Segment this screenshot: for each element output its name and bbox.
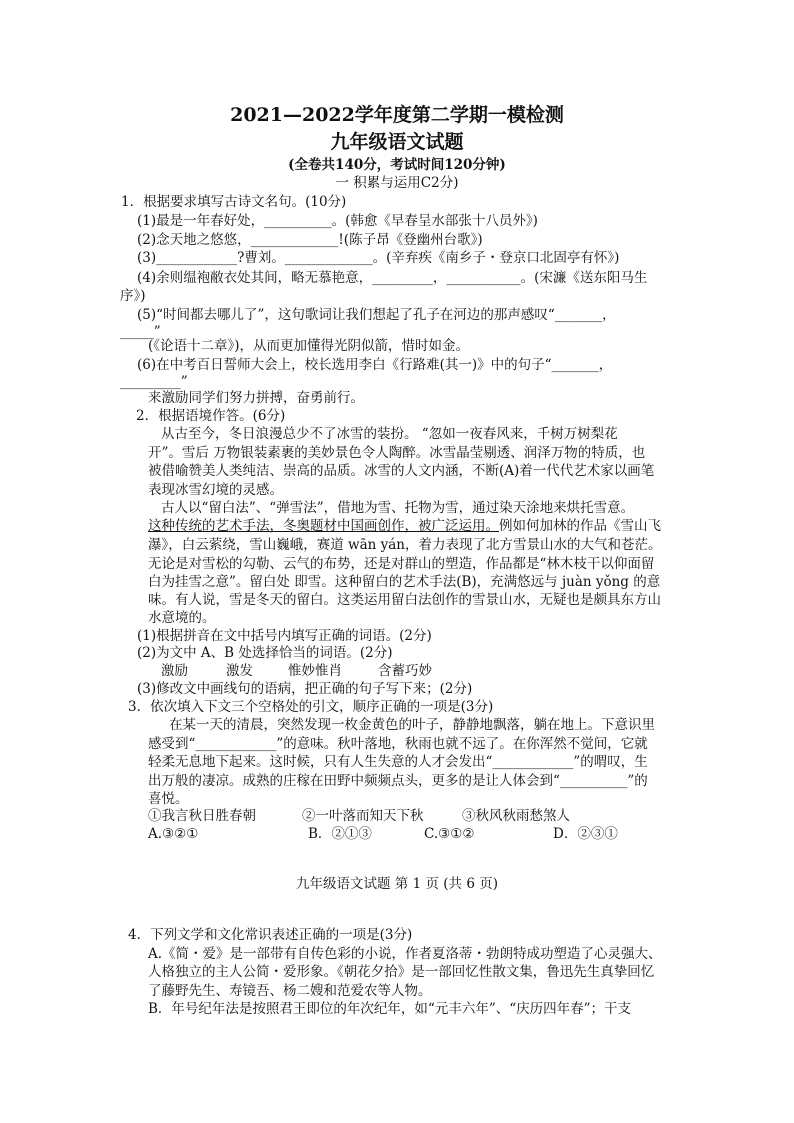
q2-option-4: 含蓄巧妙 (378, 663, 432, 679)
q3-para-line1: 在某一天的清晨，突然发现一枚金黄色的叶子，静静地飘落，躺在地上。下意识里 (169, 717, 655, 733)
exam-subtitle: 九年级语文试题 (330, 131, 464, 153)
q4-stem: 4．下列文学和文化常识表述正确的一项是(3分) (128, 927, 413, 943)
q2-para1-line4: 表现冰雪幻境的灵感。 (148, 482, 283, 498)
q2-option-2: 激发 (226, 663, 253, 679)
q3-item-1: ①我言秋日胜春朝 (148, 808, 256, 824)
q3-para-line4: 出万般的凄凉。成熟的庄稼在田野中频频点头，更多的是让人体会到“__________”的 (148, 773, 648, 789)
q3-item-3: ③秋风秋雨愁煞人 (462, 808, 570, 824)
exam-note: (全卷共140分，考试时间120分钟) (288, 157, 506, 173)
q2-option-3: 惟妙惟肖 (288, 663, 342, 679)
q2-para2-line6: 味。有人说，雪是冬天的留白。这类运用留白法创作的雪景山水，无疑也是颇具东方山 (148, 592, 661, 608)
q1-stem: 1．根据要求填写古诗文名句。(10分) (121, 194, 347, 210)
q1-line-4a: (4)余则缊袍敝衣处其间，略无慕艳意，_________，___________。(宋濂《送东阳马生 (137, 270, 648, 286)
q2-para2-line4: 无论是对雪松的勾勒、云气的布势，还是对群山的塑造，作品都是“林木枝干以仰面留 (148, 556, 655, 572)
q2-stem: 2．根据语境作答。(6分) (136, 408, 286, 424)
q1-line-1: (1)最是一年春好处，__________。(韩愈《早春呈水部张十八员外》) (137, 213, 538, 229)
q2-para2-line5: 白为挂雪之意”。留白处 即雪。这种留白的艺术手法(B)，充满悠远与 juàn yǒng 的意 (148, 574, 661, 590)
q3-para-line2: 感受到“____________”的意味。秋叶落地，秋雨也就不远了。在你浑然不觉间，它就 (148, 736, 648, 752)
q2-para2-line7: 水意境的。 (148, 610, 216, 626)
q1-line-5b: _____” (120, 324, 161, 340)
q4-option-a-line2: 人格独立的主人公简・爱形象。《朝花夕拾》是一部回忆性散文集，鲁迅先生真挚回忆 (148, 964, 655, 980)
q2-para2-line3: 瀑》，白云萦绕，雪山巍峨，赛道 wān yán，着力表现了北方雪景山水的大气和苍茫。 (148, 537, 662, 553)
q1-line-3: (3)____________?曹刘。_____________。(辛弃疾《南乡子・登京口北固亭有怀》) (137, 250, 620, 266)
q3-choice-c: C.③①② (424, 826, 475, 842)
q3-choice-d: D．②③① (553, 826, 618, 842)
q3-para-line3: 轻柔无息地下起来。这时候，只有人生失意的人才会发出“____________”的喟叹，生 (148, 754, 648, 770)
q2-sub-3: (3)修改文中画线句的语病，把正确的句子写下来；(2分) (137, 681, 473, 697)
q1-line-6c: 来激励同学们努力拼搏，奋勇前行。 (148, 390, 364, 406)
underlined-sentence: 这种传统的艺术手法，冬奥题材中国画创作，被广泛运用。 (148, 518, 499, 534)
q2-para2-line2 (148, 516, 661, 536)
q1-line-6a: (6)在中考百日誓师大会上，校长选用李白《行路难(其一)》中的句子“_______， (137, 357, 613, 373)
q2-para1-line2: 开”。雪后 万物银装素裹的美妙景色令人陶醉。冰雪晶莹剔透、润泽万物的特质，也 (148, 445, 646, 461)
page-footer: 九年级语文试题 第 1 页 (共 6 页) (296, 876, 498, 892)
exam-title: 2021—2022学年度第二学期一模检测 (230, 104, 564, 126)
q1-line-4b: 序》) (120, 288, 146, 304)
q3-para-line5: 喜悦。 (148, 791, 189, 807)
q1-line-5c: (《论语十二章》)，从而更加懂得光阴似箭，惜时如金。 (148, 338, 470, 354)
q2-para1-line1: 从古至今，冬日浪漫总少不了冰雪的装扮。 “忽如一夜春风来，千树万树梨花 (161, 426, 618, 442)
q4-option-b-line1: B．年号纪年法是按照君王即位的年次纪年，如“元丰六年”、“庆历四年春”；干支 (148, 1001, 632, 1017)
q2-para2-line2-rest: 例如何加林的作品《雪山飞 (499, 518, 661, 534)
q1-line-5a: (5)“时间都去哪儿了”，这句歌词让我们想起了孔子在河边的那声感叹“_______， (137, 307, 616, 323)
q2-para2-line1: 古人以“留白法”、“弹雪法”，借地为雪、托物为雪，通过染天涂地来烘托雪意。 (161, 500, 635, 516)
q4-option-a-line1: A.《简・爱》是一部带有自传色彩的小说，作者夏洛蒂・勃朗特成功塑造了心灵强大、 (148, 946, 662, 962)
q1-line-6b: _________” (120, 374, 188, 390)
q4-option-a-line3: 了藤野先生、寿镜吾、杨二嫂和范爱农等人物。 (148, 983, 432, 999)
q3-choice-a: A.③②① (148, 826, 199, 842)
q2-option-1: 激励 (161, 663, 188, 679)
q3-item-2: ②一叶落而知天下秋 (302, 808, 424, 824)
section-heading: 一 积累与运用C2分) (335, 175, 459, 191)
q2-sub-2: (2)为文中 A、B 处选择恰当的词语。(2分) (137, 645, 393, 661)
q3-stem: 3．依次填入下文三个空格处的引文，顺序正确的一项是(3分) (128, 699, 494, 715)
q2-para1-line3: 被借喻赞美人类纯洁、崇高的品质。冰雪的人文内涵，不断(A)着一代代艺术家以画笔 (148, 463, 655, 479)
q2-sub-1: (1)根据拼音在文中括号内填写正确的词语。(2分) (137, 628, 432, 644)
q3-choice-b: B．②①③ (308, 826, 372, 842)
q1-line-2: (2)念天地之悠悠，_____________!(陈子昂《登幽州台歌》) (137, 232, 483, 248)
